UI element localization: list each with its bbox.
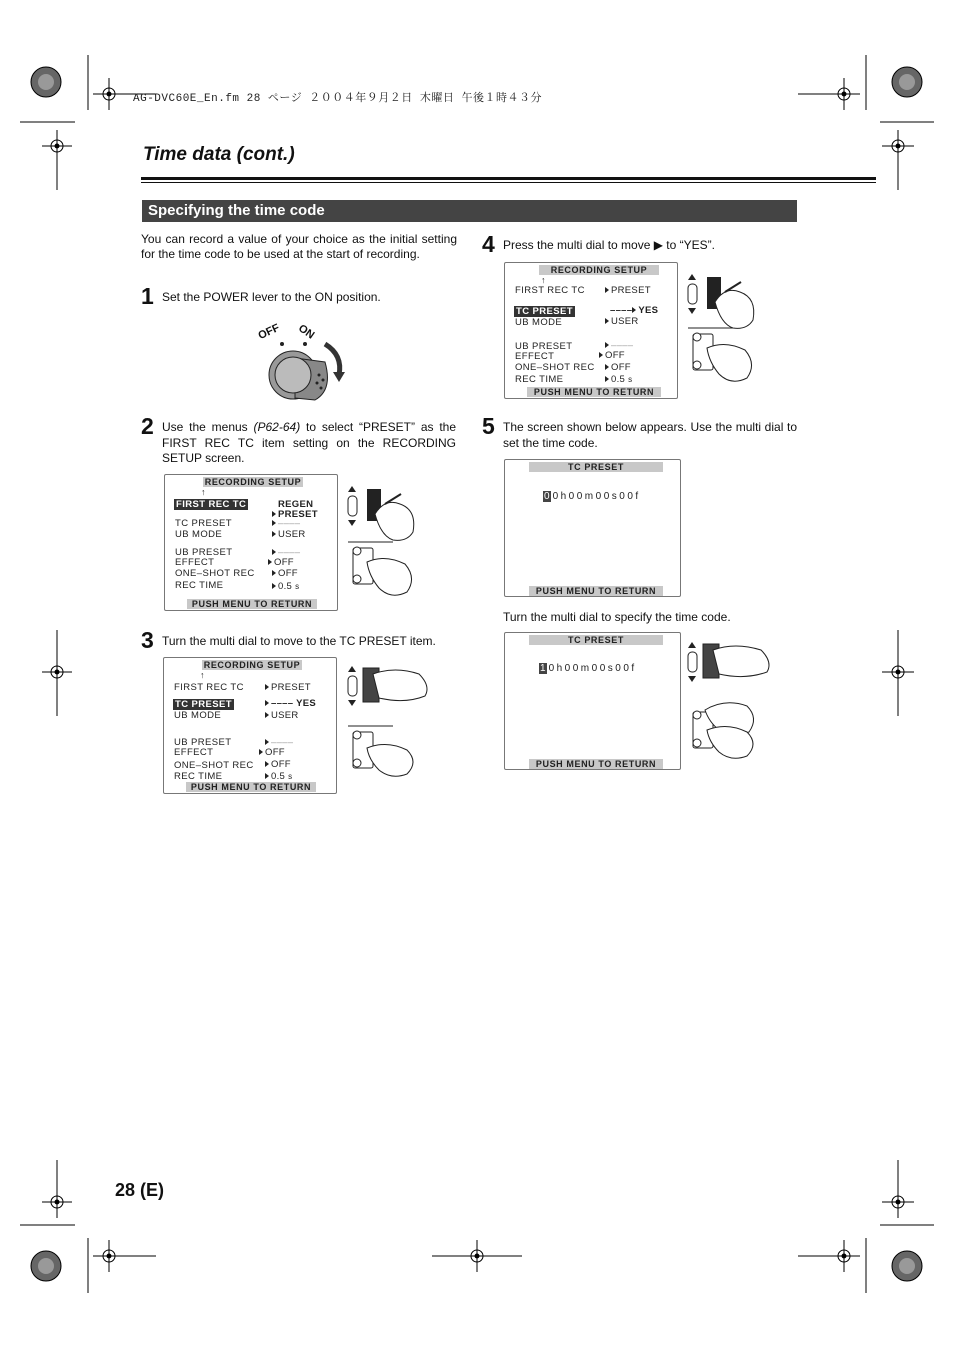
menu-item-effect: EFFECT: [175, 557, 215, 568]
menu-screen-step4: RECORDING SETUP ↑ FIRST REC TC PRESET TC PRESET –––– YES UB MODE USER UB PRESET –––– EFFECT OFF ONE–SHOT REC OFF REC TIME 0.5 s PUSH MENU TO RETURN: [504, 262, 678, 399]
step-4-number: 4: [482, 231, 495, 257]
step-3-text: Turn the multi dial to move to the TC PRESET item.: [162, 634, 436, 648]
menu-item-ub-mode: UB MODE: [175, 529, 223, 540]
menu-item-tc-preset: TC PRESET: [175, 518, 232, 529]
title-rule-thin: [141, 182, 876, 183]
file-info: AG-DVC60E_En.fm 28 ページ ２００４年９月２日 木曜日 午後１時４３分: [133, 93, 543, 105]
tc-preset-screen-1: TC PRESET 0 0h00m00s00f PUSH MENU TO RETURN: [504, 459, 681, 597]
section-heading: Specifying the time code: [142, 200, 797, 222]
page-number: 28 (E): [115, 1180, 165, 1200]
step-1-text: Set the POWER lever to the ON position.: [162, 290, 381, 304]
menu-header: RECORDING SETUP: [204, 477, 302, 487]
tc-cursor-digit: 1: [540, 663, 546, 674]
intro-text: You can record a value of your choice as the initial setting for the time code to be used at the start of recording.: [141, 232, 457, 261]
menu-screen-step3: RECORDING SETUP ↑ FIRST REC TC PRESET TC PRESET –––– YES UB MODE USER UB PRESET –––– EFFECT OFF ONE–SHOT REC OFF REC TIME 0.5 s PUSH MENU TO RETURN: [163, 657, 337, 794]
tc-value: 0h00m00s00f: [548, 663, 637, 674]
step-3-number: 3: [141, 627, 154, 653]
menu-item-ub-preset: UB PRESET: [175, 547, 233, 558]
step-2-text: Use the menus (P62-64) to select “PRESET” as the FIRST REC TC item setting on the RECORDING SETUP screen.: [162, 420, 456, 465]
page-ref: (P62-64): [253, 420, 301, 434]
tc-cursor-digit: 0: [544, 491, 550, 502]
power-off-label: OFF: [256, 321, 282, 343]
power-on-label: ON: [296, 322, 317, 342]
multi-dial-press-illustration: [345, 484, 423, 602]
step-1-number: 1: [141, 283, 154, 309]
menu-item-rec-time: REC TIME: [175, 580, 224, 591]
step-5-text: The screen shown below appears. Use the multi dial to set the time code.: [503, 420, 797, 450]
multi-dial-turn-illustration-step5: [685, 640, 775, 765]
menu-item-first-rec-tc: FIRST REC TC: [176, 499, 247, 510]
menu-screen-step2: RECORDING SETUP ↑ FIRST REC TC REGEN PRESET TC PRESET –––– UB MODE USER UB PRESET –––– EFFECT OFF ONE–SHOT REC OFF REC TIME 0.5 s PUSH MENU TO RETURN: [164, 474, 338, 611]
multi-dial-press-illustration-step4: [685, 272, 763, 390]
step-5-number: 5: [482, 413, 495, 439]
menu-footer: PUSH MENU TO RETURN: [187, 599, 317, 609]
menu-item-one-shot: ONE–SHOT REC: [175, 568, 255, 579]
tc-preset-screen-2: TC PRESET 1 0h00m00s00f PUSH MENU TO RETURN: [504, 632, 681, 770]
step-2-number: 2: [141, 413, 154, 439]
multi-dial-turn-illustration: [345, 664, 433, 780]
title-rule: [141, 177, 876, 180]
step-4-text: Press the multi dial to move ▶ to “YES”.: [503, 238, 715, 252]
page-title: Time data (cont.): [143, 144, 295, 165]
tc-value: 0h00m00s00f: [552, 491, 641, 502]
step-5-text-after: Turn the multi dial to specify the time code.: [503, 610, 731, 624]
